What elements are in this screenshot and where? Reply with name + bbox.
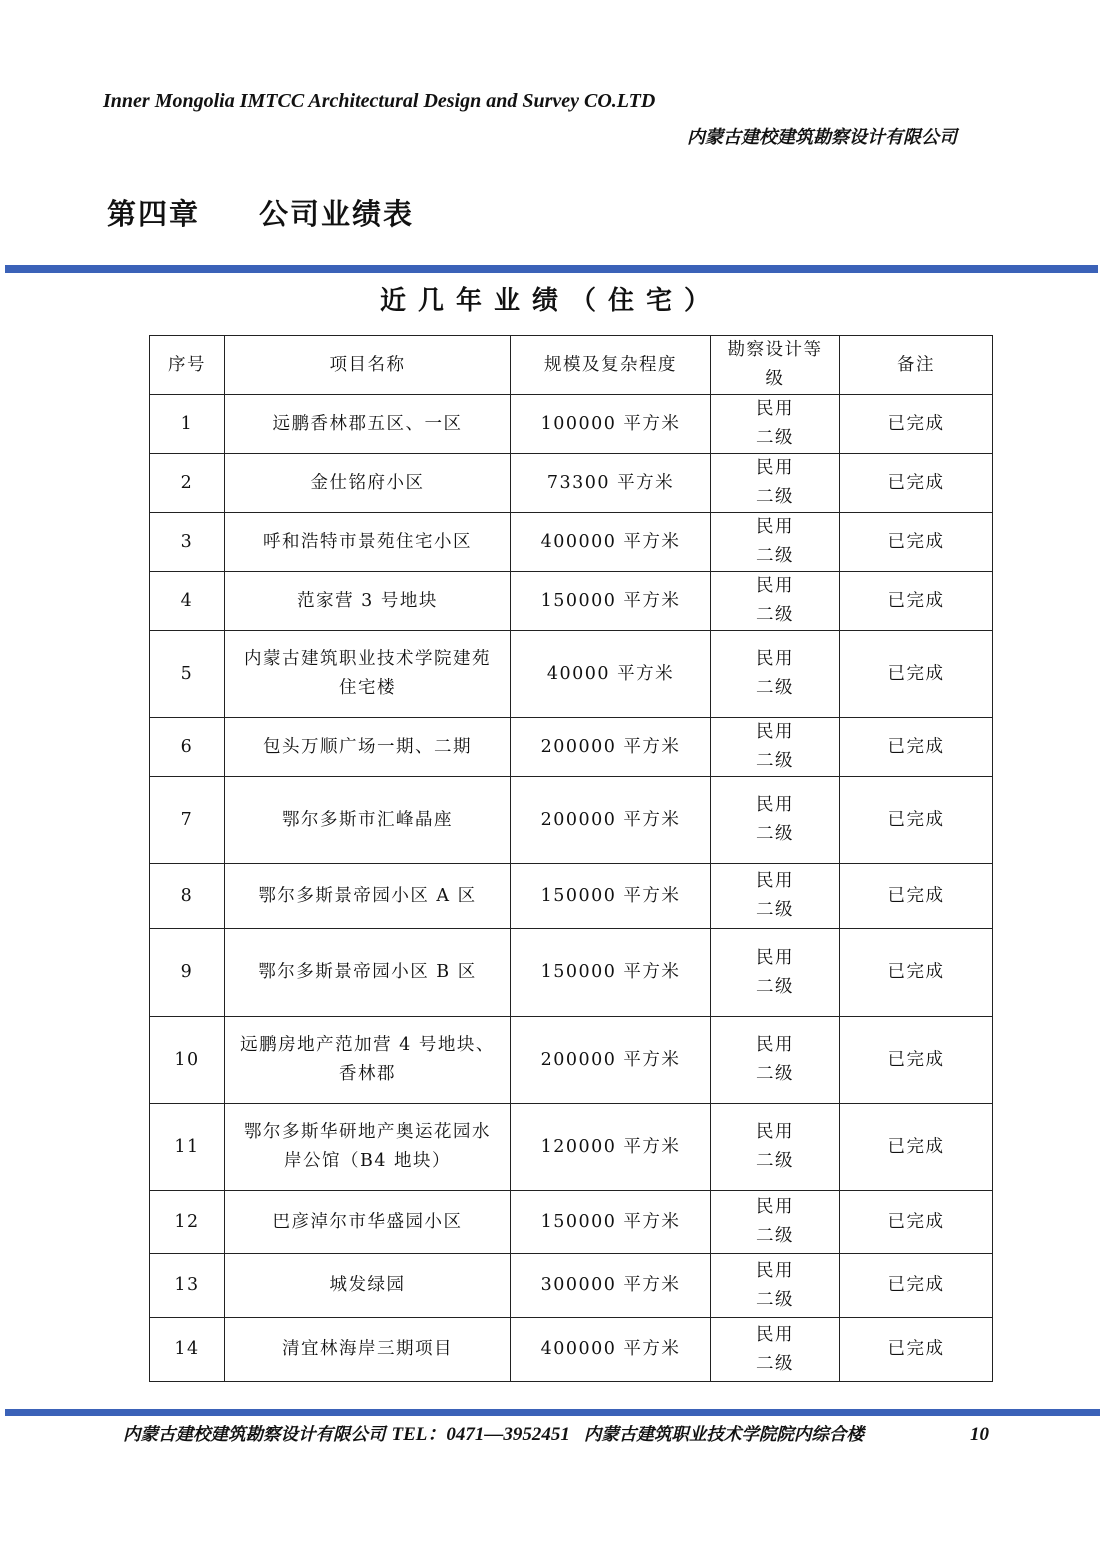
cell-note: 已完成 bbox=[840, 777, 993, 864]
cell-no: 14 bbox=[150, 1318, 225, 1382]
cell-note: 已完成 bbox=[840, 929, 993, 1017]
header-cell-no: 序号 bbox=[150, 336, 225, 395]
cell-scale: 150000 平方米 bbox=[511, 864, 711, 929]
table-row bbox=[150, 1017, 993, 1104]
footer-address: 内蒙古建筑职业技术学院院内综合楼 bbox=[583, 1425, 864, 1445]
cell-scale: 150000 平方米 bbox=[511, 1191, 711, 1254]
cell-scale: 300000 平方米 bbox=[511, 1254, 711, 1318]
header-cell-name: 项目名称 bbox=[225, 336, 511, 395]
cell-note: 已完成 bbox=[840, 1104, 993, 1191]
cell-project-name: 范家营 3 号地块 bbox=[225, 572, 511, 631]
cell-project-name: 鄂尔多斯景帝园小区 B 区 bbox=[225, 929, 511, 1017]
cell-note: 已完成 bbox=[840, 1191, 993, 1254]
cell-no: 11 bbox=[150, 1104, 225, 1191]
cell-scale: 120000 平方米 bbox=[511, 1104, 711, 1191]
cell-note: 已完成 bbox=[840, 572, 993, 631]
cell-no: 9 bbox=[150, 929, 225, 1017]
cell-project-name: 金仕铭府小区 bbox=[225, 454, 511, 513]
cell-grade: 民用二级 bbox=[711, 1017, 840, 1104]
table-row bbox=[150, 718, 993, 777]
cell-project-name: 清宜林海岸三期项目 bbox=[225, 1318, 511, 1382]
cell-scale: 200000 平方米 bbox=[511, 718, 711, 777]
cell-scale: 400000 平方米 bbox=[511, 1318, 711, 1382]
table-row bbox=[150, 777, 993, 864]
cell-no: 5 bbox=[150, 631, 225, 718]
cell-no: 12 bbox=[150, 1191, 225, 1254]
cell-grade: 民用二级 bbox=[711, 1104, 840, 1191]
cell-grade: 民用二级 bbox=[711, 631, 840, 718]
header-company-en: Inner Mongolia IMTCC Architectural Design and Survey CO.LTD bbox=[103, 90, 656, 112]
cell-grade: 民用二级 bbox=[711, 395, 840, 454]
bottom-divider bbox=[5, 1409, 1100, 1416]
cell-scale: 100000 平方米 bbox=[511, 395, 711, 454]
cell-project-name: 远鹏房地产范加营 4 号地块、香林郡 bbox=[225, 1017, 511, 1104]
cell-grade: 民用二级 bbox=[711, 1318, 840, 1382]
cell-project-name: 巴彦淖尔市华盛园小区 bbox=[225, 1191, 511, 1254]
cell-grade: 民用二级 bbox=[711, 1191, 840, 1254]
header-cell-grade: 勘察设计等级 bbox=[711, 336, 840, 395]
cell-grade: 民用二级 bbox=[711, 929, 840, 1017]
cell-scale: 200000 平方米 bbox=[511, 1017, 711, 1104]
table-row bbox=[150, 929, 993, 1017]
header-company-cn: 内蒙古建校建筑勘察设计有限公司 bbox=[687, 127, 957, 148]
cell-scale: 40000 平方米 bbox=[511, 631, 711, 718]
cell-no: 2 bbox=[150, 454, 225, 513]
cell-grade: 民用二级 bbox=[711, 513, 840, 572]
cell-no: 1 bbox=[150, 395, 225, 454]
table-row bbox=[150, 864, 993, 929]
cell-project-name: 包头万顺广场一期、二期 bbox=[225, 718, 511, 777]
header-cell-note: 备注 bbox=[840, 336, 993, 395]
top-divider bbox=[5, 265, 1098, 273]
table-row bbox=[150, 631, 993, 718]
cell-note: 已完成 bbox=[840, 395, 993, 454]
cell-no: 6 bbox=[150, 718, 225, 777]
cell-grade: 民用二级 bbox=[711, 864, 840, 929]
table-row bbox=[150, 454, 993, 513]
cell-grade: 民用二级 bbox=[711, 718, 840, 777]
cell-note: 已完成 bbox=[840, 454, 993, 513]
cell-no: 8 bbox=[150, 864, 225, 929]
cell-note: 已完成 bbox=[840, 1254, 993, 1318]
cell-scale: 73300 平方米 bbox=[511, 454, 711, 513]
table-row bbox=[150, 1318, 993, 1382]
table-row bbox=[150, 1254, 993, 1318]
cell-grade: 民用二级 bbox=[711, 572, 840, 631]
chapter-title: 公司业绩表 bbox=[259, 197, 415, 231]
chapter-number: 第四章 bbox=[107, 197, 201, 231]
page-number: 10 bbox=[970, 1424, 989, 1445]
cell-no: 4 bbox=[150, 572, 225, 631]
cell-grade: 民用二级 bbox=[711, 454, 840, 513]
cell-project-name: 呼和浩特市景苑住宅小区 bbox=[225, 513, 511, 572]
cell-no: 3 bbox=[150, 513, 225, 572]
cell-note: 已完成 bbox=[840, 631, 993, 718]
cell-project-name: 鄂尔多斯景帝园小区 A 区 bbox=[225, 864, 511, 929]
table-row bbox=[150, 513, 993, 572]
footer bbox=[123, 1419, 864, 1446]
cell-note: 已完成 bbox=[840, 864, 993, 929]
cell-note: 已完成 bbox=[840, 718, 993, 777]
cell-scale: 200000 平方米 bbox=[511, 777, 711, 864]
table-row bbox=[150, 572, 993, 631]
cell-project-name: 内蒙古建筑职业技术学院建苑住宅楼 bbox=[225, 631, 511, 718]
table-row bbox=[150, 1191, 993, 1254]
section-title: 近几年业绩（住宅） bbox=[379, 286, 722, 316]
cell-project-name: 城发绿园 bbox=[225, 1254, 511, 1318]
footer-tel: TEL：0471—3952451 bbox=[391, 1424, 570, 1445]
cell-note: 已完成 bbox=[840, 1318, 993, 1382]
cell-project-name: 鄂尔多斯市汇峰晶座 bbox=[225, 777, 511, 864]
header-cell-scale: 规模及复杂程度 bbox=[511, 336, 711, 395]
table-header-row bbox=[150, 336, 993, 395]
cell-note: 已完成 bbox=[840, 1017, 993, 1104]
cell-grade: 民用二级 bbox=[711, 777, 840, 864]
cell-note: 已完成 bbox=[840, 513, 993, 572]
table-row bbox=[150, 395, 993, 454]
chapter-heading bbox=[107, 192, 414, 233]
cell-scale: 400000 平方米 bbox=[511, 513, 711, 572]
cell-scale: 150000 平方米 bbox=[511, 572, 711, 631]
cell-project-name: 鄂尔多斯华研地产奥运花园水岸公馆（B4 地块） bbox=[225, 1104, 511, 1191]
table-row bbox=[150, 1104, 993, 1191]
cell-no: 10 bbox=[150, 1017, 225, 1104]
cell-grade: 民用二级 bbox=[711, 1254, 840, 1318]
performance-table bbox=[149, 335, 993, 1382]
cell-no: 7 bbox=[150, 777, 225, 864]
cell-no: 13 bbox=[150, 1254, 225, 1318]
cell-scale: 150000 平方米 bbox=[511, 929, 711, 1017]
footer-company: 内蒙古建校建筑勘察设计有限公司 bbox=[123, 1425, 386, 1445]
cell-project-name: 远鹏香林郡五区、一区 bbox=[225, 395, 511, 454]
